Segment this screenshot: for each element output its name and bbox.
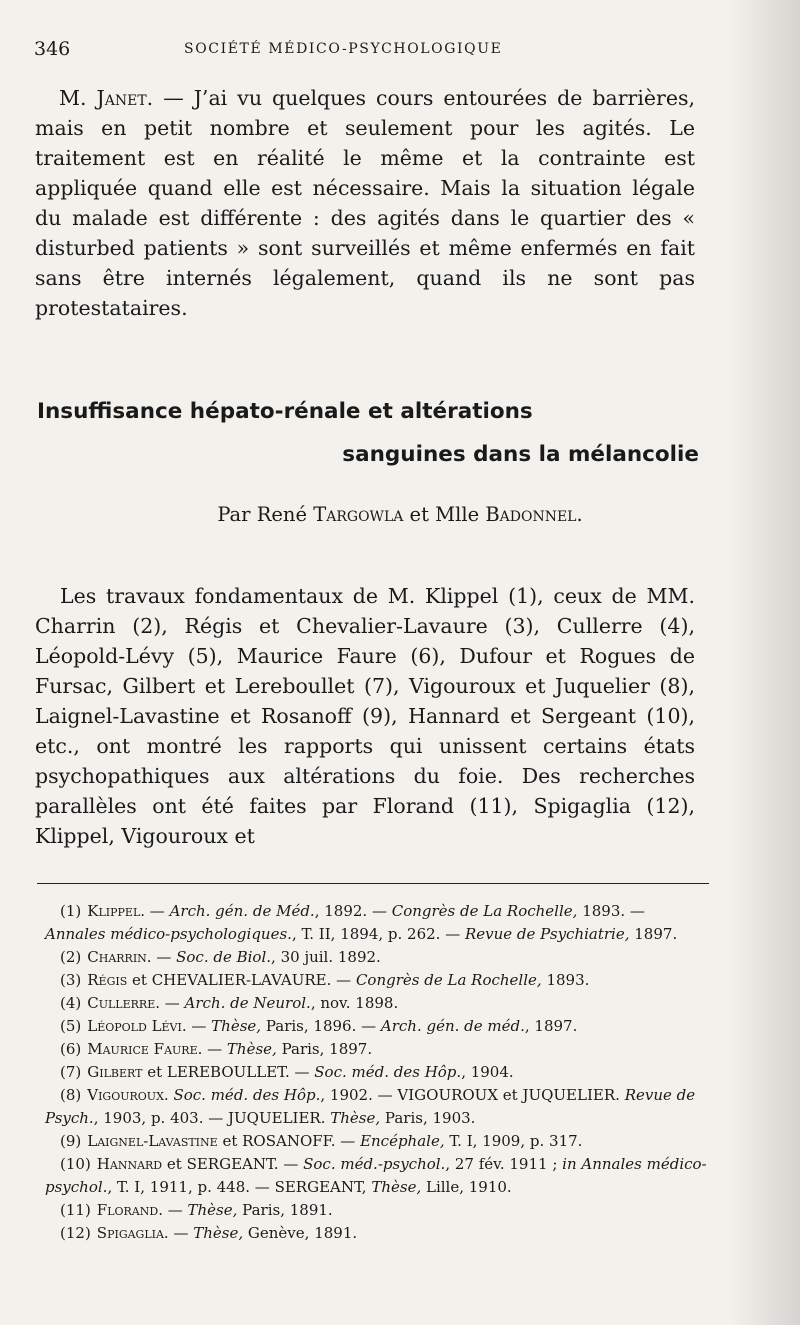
footnote	[45, 1038, 709, 1061]
footnote-text: LEREBOULLET.	[166, 1063, 290, 1081]
footnote-number: (3)	[60, 971, 82, 989]
footnote-text: , 1897.	[524, 1017, 578, 1035]
footnote	[45, 900, 709, 946]
author-1: Targowla	[313, 503, 404, 526]
footnote-number: (11)	[60, 1201, 91, 1219]
running-title: SOCIÉTÉ MÉDICO-PSYCHOLOGIQUE	[184, 41, 503, 57]
footnote-text: Paris, 1896. —	[261, 1017, 381, 1035]
body-text: Les travaux fondamentaux de M. Klippel (1), ceux de MM. Charrin (2), Régis et Chevalier-Lavaure (3), Cullerre (4), Léopold-Lévy (5), Maurice Faure (6), Dufour et Rogues de Fursac, Gilbert et Lereboullet (7), Vigouroux et Juquelier (8), Laignel-Lavastine et Rosanoff (9), Hannard et Sergeant (10), etc., ont montré les rapports qui unissent certains états psychopathiques aux altérations du foie. Des recherches parallèles ont été faites par Florand (11), Spigaglia (12), Klippel, Vigouroux et	[35, 584, 695, 848]
footnote	[45, 1153, 709, 1199]
footnote-text: JUQUELIER.	[522, 1086, 620, 1104]
footnote-author: Cullerre.	[87, 994, 160, 1012]
footnote-citation-title: Thèse,	[371, 1178, 422, 1196]
author-2: Badonnel.	[485, 503, 583, 526]
footnote-text: Paris, 1891.	[237, 1201, 333, 1219]
footnote-author: Hannard	[96, 1155, 163, 1173]
footnote-citation-title: Thèse,	[211, 1017, 262, 1035]
footnote-number: (8)	[60, 1086, 82, 1104]
footnote-text: —	[202, 1040, 227, 1058]
article-title-line-2: sanguines dans la mélancolie	[342, 442, 699, 467]
intro-paragraph	[35, 83, 695, 323]
footnote-text: , nov. 1898.	[310, 994, 399, 1012]
footnote	[45, 992, 709, 1015]
footnote-author: Léopold Lévi.	[87, 1017, 187, 1035]
footnote-author: Florand.	[96, 1201, 163, 1219]
footnote-citation-title: Congrès de La Rochelle,	[355, 971, 542, 989]
footnote-citation-title: Arch. de Neurol.	[184, 994, 311, 1012]
footnote-citation-title: Arch. gén. de méd.	[380, 1017, 525, 1035]
footnote-citation-title: Soc. méd.-psychol.	[303, 1155, 446, 1173]
footnote-text: —	[162, 1201, 188, 1219]
footnote-citation-title: Encéphale,	[360, 1132, 445, 1150]
footnote	[45, 1130, 709, 1153]
footnote-text: —	[145, 902, 170, 920]
body-paragraph	[35, 581, 695, 851]
footnote-text: 1893.	[541, 971, 590, 989]
footnote-number: (6)	[60, 1040, 82, 1058]
footnote-author: Klippel.	[87, 902, 146, 920]
footnote-text: , 1903, p. 403. —	[93, 1109, 229, 1127]
footnote-citation-title: Soc. méd. des Hôp.	[314, 1063, 462, 1081]
footnote-author: Régis	[87, 971, 128, 989]
footnote-text: —	[335, 1132, 361, 1150]
footnote-text: et	[127, 971, 152, 989]
footnote-citation-title: Soc. méd. des Hôp.	[173, 1086, 321, 1104]
footnote-text: Paris, 1897.	[276, 1040, 373, 1058]
footnote-citation-title: Revue de Psych.	[45, 1086, 696, 1127]
footnote-author: Gilbert	[87, 1063, 143, 1081]
footnote-text: —	[331, 971, 356, 989]
byline-mid: et Mlle	[403, 503, 486, 526]
footnote-citation-title: Soc. de Biol.	[176, 948, 272, 966]
footnote-text: —	[186, 1017, 212, 1035]
article-title	[37, 390, 701, 476]
footnote-text: ROSANOFF.	[242, 1132, 336, 1150]
footnote-text: —	[160, 994, 185, 1012]
footnote-citation-title: Thèse,	[187, 1201, 238, 1219]
footnote-number: (12)	[60, 1224, 91, 1242]
footnote-text: et	[162, 1155, 187, 1173]
footnote-text: et	[498, 1086, 523, 1104]
byline	[0, 503, 800, 526]
footnote-text: , T. II, 1894, p. 262. —	[291, 925, 465, 943]
footnote	[45, 969, 709, 992]
footnote	[45, 1015, 709, 1038]
footnote-citation-title: Thèse,	[193, 1224, 244, 1242]
byline-prefix: Par René	[217, 503, 314, 526]
footnote-number: (9)	[60, 1132, 82, 1150]
footnote-text: —	[168, 1224, 194, 1242]
footnote-author: Vigouroux.	[87, 1086, 169, 1104]
footnote-text: , T. I, 1911, p. 448. —	[107, 1178, 275, 1196]
footnote-text: SERGEANT,	[274, 1178, 367, 1196]
footnote-text: , 27 fév. 1911 ;	[445, 1155, 563, 1173]
footnote-text: et	[142, 1063, 167, 1081]
footnote-text: , 1904.	[461, 1063, 514, 1081]
footnote	[45, 1199, 709, 1222]
footnote-text: —	[151, 948, 177, 966]
footnotes	[45, 900, 709, 1245]
footnote-citation-title: Congrès de La Rochelle,	[391, 902, 578, 920]
footnote-author: Maurice Faure.	[87, 1040, 203, 1058]
footnote-author: Laignel-Lavastine	[87, 1132, 218, 1150]
footnote-rule	[37, 883, 709, 884]
footnote-text: JUQUELIER.	[228, 1109, 326, 1127]
footnote-text: SERGEANT.	[186, 1155, 279, 1173]
footnote-citation-title: in Annales médico-psychol.	[45, 1155, 707, 1196]
page-gutter-shadow	[730, 0, 800, 1325]
footnote-text: T. I, 1909, p. 317.	[444, 1132, 583, 1150]
footnote-text: et	[217, 1132, 243, 1150]
footnote-text: Paris, 1903.	[380, 1109, 476, 1127]
footnote-author: Charrin.	[87, 948, 152, 966]
footnote-number: (2)	[60, 948, 82, 966]
footnote-text: , 30 juil. 1892.	[271, 948, 381, 966]
footnote-citation-title: Arch. gén. de Méd.	[169, 902, 315, 920]
footnote-citation-title: Revue de Psychiatrie,	[464, 925, 630, 943]
footnote-author: Spigaglia.	[96, 1224, 169, 1242]
speaker-name: M. Janet.	[59, 86, 154, 110]
footnote-number: (10)	[60, 1155, 91, 1173]
footnote	[45, 1084, 709, 1130]
footnote	[45, 1222, 709, 1245]
footnote-text: , 1892. —	[314, 902, 392, 920]
footnote	[45, 946, 709, 969]
footnote-text: 1893. —	[577, 902, 645, 920]
footnote-number: (7)	[60, 1063, 82, 1081]
footnote-citation-title: Thèse,	[330, 1109, 381, 1127]
footnote-text: —	[278, 1155, 304, 1173]
footnote-text: Genève, 1891.	[243, 1224, 358, 1242]
footnote-citation-title: Thèse,	[226, 1040, 277, 1058]
footnote-citation-title: Annales médico-psychologiques.	[45, 925, 292, 943]
footnote-text: 1897.	[629, 925, 678, 943]
running-head	[34, 38, 705, 64]
footnote-text: —	[289, 1063, 315, 1081]
article-title-line-1: Insuffisance hépato-rénale et altérations	[37, 399, 533, 424]
footnote-text: CHEVALIER-LAVAURE.	[151, 971, 332, 989]
footnote-number: (1)	[60, 902, 82, 920]
footnote-text: VIGOUROUX	[397, 1086, 498, 1104]
page-number: 346	[34, 38, 71, 60]
footnote	[45, 1061, 709, 1084]
footnote-text: Lille, 1910.	[421, 1178, 512, 1196]
footnote-number: (4)	[60, 994, 82, 1012]
footnote-number: (5)	[60, 1017, 82, 1035]
footnote-text: , 1902. —	[320, 1086, 398, 1104]
intro-text: — J’ai vu quelques cours entourées de barrières, mais en petit nombre et seulement pour les agités. Le traitement est en réalité le même et la contrainte est appliquée quand elle est nécessaire. Mais la situation légale du malade est différente : des agités dans le quartier des « disturbed patients » sont surveillés et même enfermés en fait sans être internés légalement, quand ils ne sont pas protestataires.	[35, 86, 695, 320]
